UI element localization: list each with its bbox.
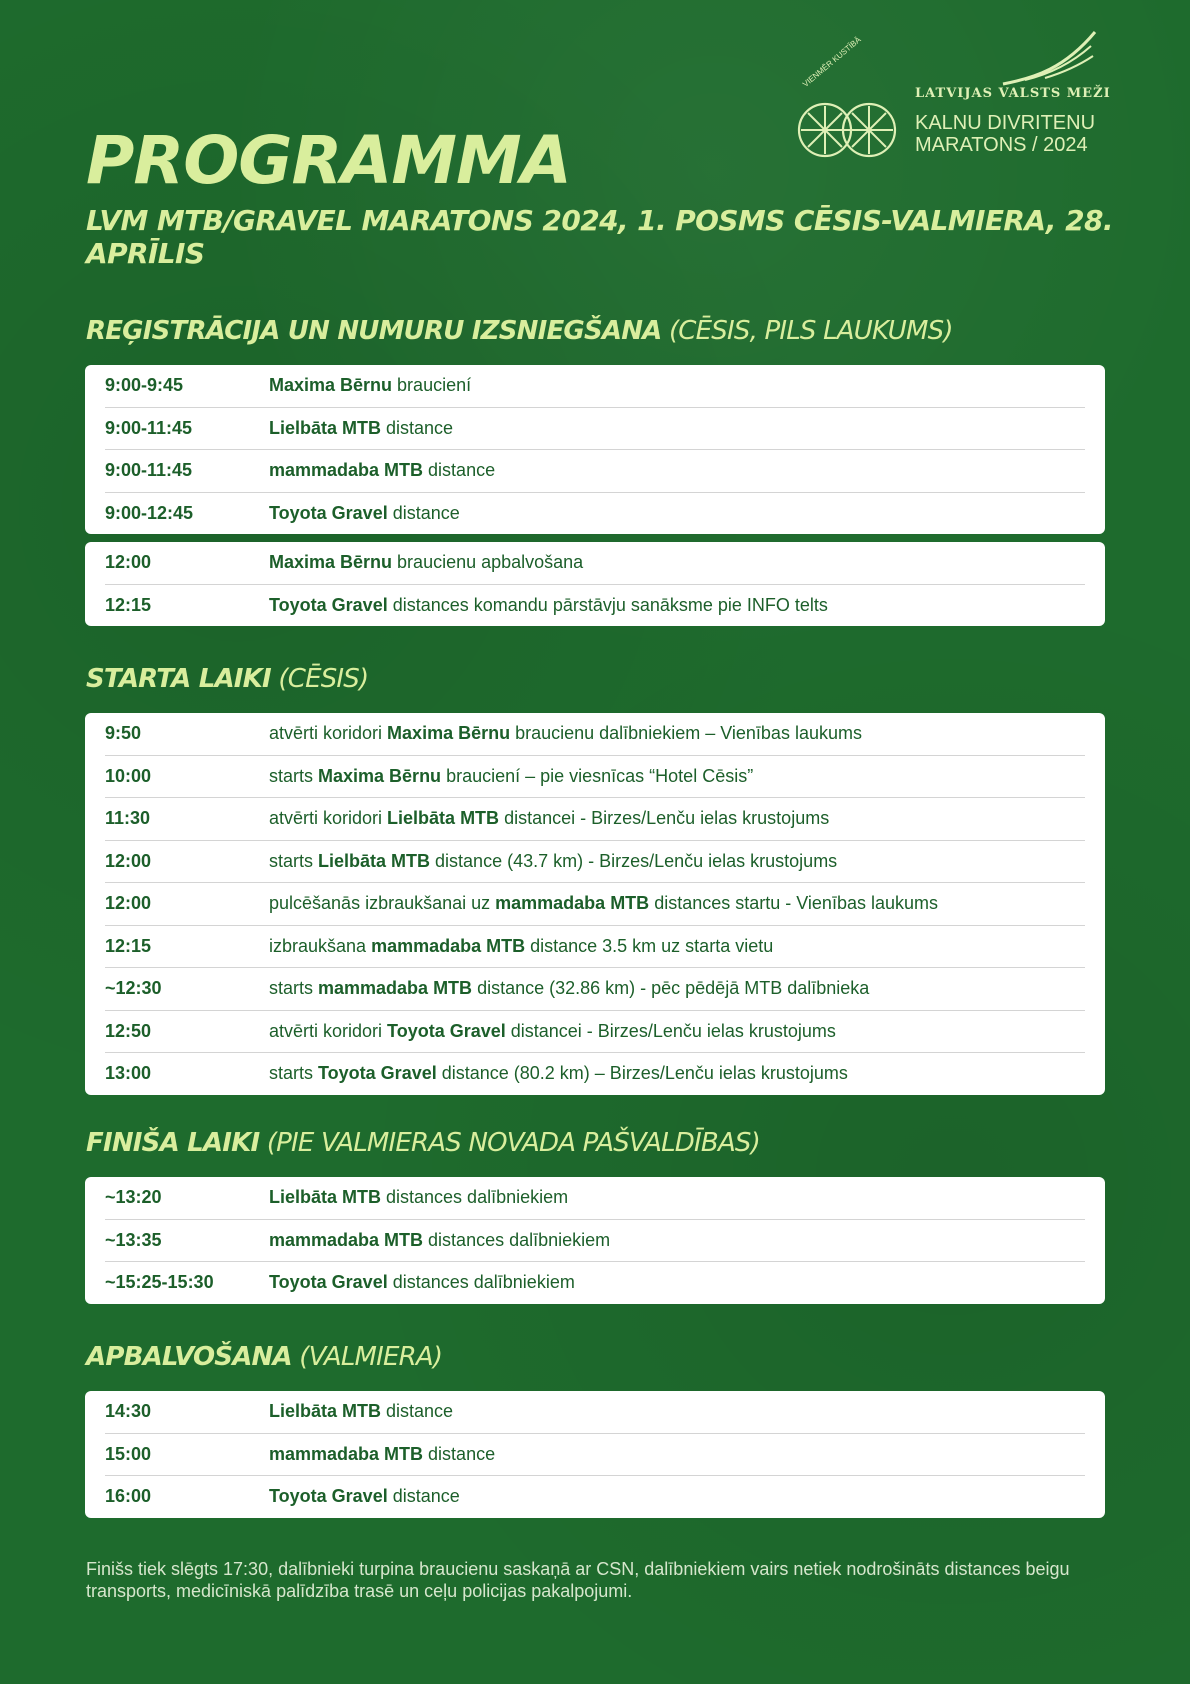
page-title: PROGRAMMA — [86, 122, 571, 199]
table-row: 12:00 Maxima Bērnu braucienu apbalvošana — [105, 542, 1085, 585]
section-heading-registration: REĢISTRĀCIJA UN NUMURU IZSNIEGŠANA (CĒSIS, PILS LAUKUMS) — [86, 316, 953, 346]
table-row: ~15:25-15:30 Toyota Gravel distances dalībniekiem — [105, 1272, 575, 1293]
registration-card — [85, 365, 1105, 534]
table-row: 9:50 atvērti koridori Maxima Bērnu braucienu dalībniekiem – Vienības laukums — [105, 713, 1085, 756]
section-heading-start: STARTA LAIKI (CĒSIS) — [86, 664, 369, 694]
table-row: ~13:35 mammadaba MTB distances dalībniekiem — [105, 1220, 1085, 1263]
table-row: 12:50 atvērti koridori Toyota Gravel distancei - Birzes/Lenču ielas krustojums — [105, 1011, 1085, 1054]
table-row: 9:00-9:45 Maxima Bērnu brauciení — [105, 365, 1085, 408]
table-row: 9:00-11:45 mammadaba MTB distance — [105, 450, 1085, 493]
table-row: 15:00 mammadaba MTB distance — [105, 1434, 1085, 1477]
section-heading-awards: APBALVOŠANA (VALMIERA) — [86, 1342, 443, 1372]
event-logo — [795, 28, 1115, 168]
table-row: 9:00-12:45 Toyota Gravel distance — [105, 502, 460, 523]
section-heading-finish: FINIŠA LAIKI (PIE VALMIERAS NOVADA PAŠVALDĪBAS) — [86, 1128, 760, 1158]
footer-note: Finišs tiek slēgts 17:30, dalībnieki turpina braucienu saskaņā ar CSN, dalībniekiem vairs netiek nodrošināts distances beigu transports, medicīniskā palīdzība trasē un ceļu policijas pakalpojumi. — [86, 1559, 1070, 1601]
table-row: ~13:20 Lielbāta MTB distances dalībniekiem — [105, 1177, 1085, 1220]
start-card — [85, 713, 1105, 1095]
table-row: 10:00 starts Maxima Bērnu brauciení – pie viesnīcas “Hotel Cēsis” — [105, 756, 1085, 799]
table-row: 14:30 Lielbāta MTB distance — [105, 1391, 1085, 1434]
table-row: 12:00 starts Lielbāta MTB distance (43.7 km) - Birzes/Lenču ielas krustojums — [105, 841, 1085, 884]
table-row: 12:15 Toyota Gravel distances komandu pārstāvju sanāksme pie INFO telts — [105, 594, 828, 615]
awards-card — [85, 1391, 1105, 1518]
page-subtitle: LVM MTB/GRAVEL MARATONS 2024, 1. POSMS CĒSIS-VALMIERA, 28. APRĪLIS — [86, 204, 1113, 270]
table-row: 16:00 Toyota Gravel distance — [105, 1486, 460, 1507]
event-name: KALNU DIVRITENU MARATONS / 2024 — [915, 112, 1096, 156]
brand-name: LATVIJAS VALSTS MEŽI — [915, 86, 1111, 101]
finish-card — [85, 1177, 1105, 1304]
sprout-logo-icon — [995, 28, 1105, 88]
table-row: 12:00 pulcēšanās izbraukšanai uz mammadaba MTB distances startu - Vienības laukums — [105, 883, 1085, 926]
table-row: ~12:30 starts mammadaba MTB distance (32.86 km) - pēc pēdējā MTB dalībnieka — [105, 968, 1085, 1011]
table-row: 12:15 izbraukšana mammadaba MTB distance 3.5 km uz starta vietu — [105, 926, 1085, 969]
table-row: 9:00-11:45 Lielbāta MTB distance — [105, 408, 1085, 451]
table-row: 13:00 starts Toyota Gravel distance (80.2 km) – Birzes/Lenču ielas krustojums — [105, 1063, 848, 1084]
table-row: 11:30 atvērti koridori Lielbāta MTB distancei - Birzes/Lenču ielas krustojums — [105, 798, 1085, 841]
registration-extra-card — [85, 542, 1105, 626]
bicycle-wheels-icon — [795, 96, 899, 162]
logo-arc-text: VIENMĒR KUSTĪBĀ — [801, 35, 863, 89]
